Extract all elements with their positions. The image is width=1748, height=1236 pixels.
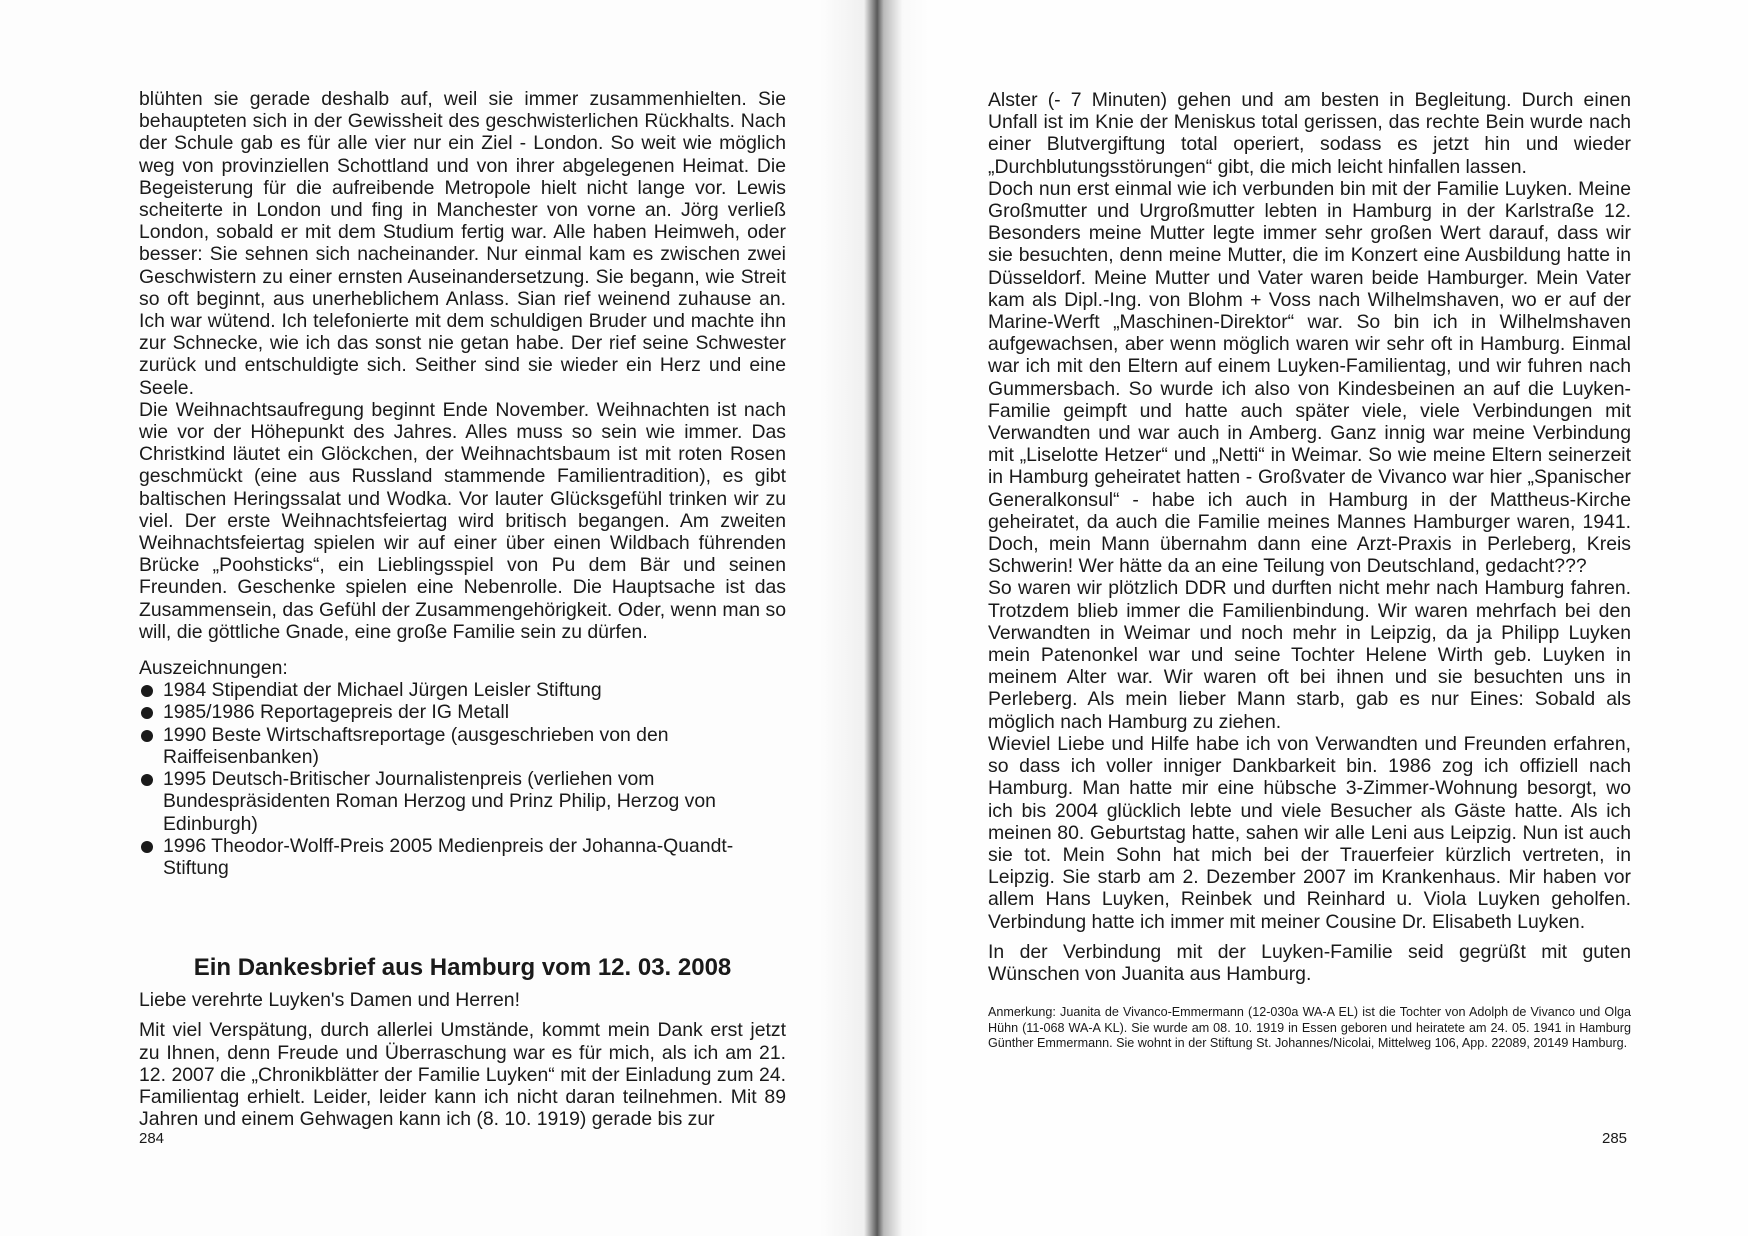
body-paragraph: blühten sie gerade deshalb auf, weil sie immer zusammenhielten. Sie behaupteten sich in der Gewissheit des geschwisterlichen Rückhalts. Nach der Schule gab es für alle vier nur ein Ziel - London. So weit wie möglich weg von provinziellen Schottland und von ihrer abgelegenen Heimat. Die Begeisterung für die aufreibende Metropole hielt nicht lange vor. Lewis scheiterte in London und fing in Manchester von vorne an. Jörg verließ London, sobald er mit dem Studium fertig war. Alle haben Heimweh, oder besser: Sie sehnen sich nacheinander. Nur einmal kam es zwischen zwei Geschwistern zu einer ernsten Auseinandersetzung. Sie begann, wie Streit so oft beginnt, aus unerheblichem Anlass. Sian rief weinend zuhause an. Ich war wütend. Ich telefonierte mit dem schuldigen Bruder und machte ihn zur Schnecke, wie ich das sonst nie getan habe. Der rief seine Schwester zurück und entschuldigte sich. Seither sind sie wieder ein Herz und eine Seele.: [139, 88, 786, 399]
body-paragraph: So waren wir plötzlich DDR und durften nicht mehr nach Hamburg fahren. Trotzdem blieb immer die Familienbindung. Wir waren mehrfach bei den Verwandten in Weimar und noch mehr in Leipzig, da ja Philipp Luyken mein Patenonkel war und seine Tochter Helene Wirth geb. Luyken in meinem Alter war. Wir waren oft bei ihnen und sie besuchten uns in Perleberg. Als mein lieber Mann starb, gab es nur Eines: Sobald als möglich nach Hamburg zu ziehen.: [988, 577, 1631, 733]
letter-paragraph: Mit viel Verspätung, durch allerlei Umstände, kommt mein Dank erst jetzt zu Ihnen, denn Freude und Überraschung war es für mich, als ich am 21. 12. 2007 die „Chronikblätter der Familie Luyken“ mit der Einladung zum 24. Familientag erhielt. Leider, leider kann ich nicht daran teilnehmen. Mit 89 Jahren und einem Gehwagen kann ich (8. 10. 1919) gerade bis zur: [139, 1019, 786, 1131]
letter-greeting: Liebe verehrte Luyken's Damen und Herren!: [139, 989, 520, 1012]
body-paragraph: Wieviel Liebe und Hilfe habe ich von Verwandten und Freunden erfahren, so dass ich voller inniger Dankbarkeit bin. 1986 zog ich offiziell nach Hamburg. Man hatte mir eine hübsche 3-Zimmer-Wohnung besorgt, wo ich bis 2004 glücklich lebte und viele Besucher als Gäste hatte. Als ich meinen 80. Geburtstag hatte, sahen wir alle Leni aus Leipzig. Nun ist auch sie tot. Mein Sohn hat mich bei der Trauerfeier kürzlich vertreten, in Leipzig. Sie starb am 2. Dezember 2007 im Krankenhaus. Mir haben vor allem Hans Luyken, Reinbek und Reinhard u. Viola Luyken geholfen. Verbindung hatte ich immer mit meiner Cousine Dr. Elisabeth Luyken.: [988, 732, 1631, 933]
right-text-column: [988, 89, 1631, 1051]
section-title: Ein Dankesbrief aus Hamburg vom 12. 03. 2008: [193, 954, 732, 982]
awards-list: [139, 679, 786, 879]
body-paragraph: Alster (- 7 Minuten) gehen und am besten in Begleitung. Durch einen Unfall ist im Knie der Meniskus total gerissen, das rechte Bein wurde nach einer Blutvergiftung total operiert, sodass es jetzt hin und wieder „Durchblutungsstörungen“ gibt, die mich leicht hinfallen lassen.: [988, 89, 1631, 178]
letter-closing: In der Verbindung mit der Luyken-Familie seid gegrüßt mit guten Wünschen von Juanita aus Hamburg.: [988, 940, 1631, 985]
book-gutter: [820, 0, 930, 1236]
award-item: 1984 Stipendiat der Michael Jürgen Leisler Stiftung: [139, 679, 786, 701]
page-number: 285: [1602, 1130, 1628, 1147]
award-item: 1990 Beste Wirtschaftsreportage (ausgeschrieben von den Raiffeisenbanken): [139, 724, 786, 768]
award-item: 1995 Deutsch-Britischer Journalistenpreis (verliehen vom Bundespräsidenten Roman Herzog und Prinz Philip, Herzog von Edinburgh): [139, 768, 786, 835]
footnote: Anmerkung: Juanita de Vivanco-Emmermann (12-030a WA-A EL) ist die Tochter von Adolph de Vivanco und Olga Hühn (11-068 WA-A KL). Sie wurde am 08. 10. 1919 in Essen geboren und heiratete am 24. 05. 1941 in Hamburg Günther Emmermann. Sie wohnt in der Stiftung St. Johannes/Nicolai, Mittelweg 106, App. 22089, 20149 Hamburg.: [988, 1005, 1631, 1050]
award-item: 1985/1986 Reportagepreis der IG Metall: [139, 701, 786, 723]
body-paragraph: Doch nun erst einmal wie ich verbunden bin mit der Familie Luyken. Meine Großmutter und Urgroßmutter lebten in Hamburg in der Karlstraße 12. Besonders meine Mutter legte immer sehr großen Wert darauf, dass wir sie besuchten, denn meine Mutter, die im Konzert eine Ausbildung hatte in Düsseldorf. Meine Mutter und Vater waren beide Hamburger. Mein Vater kam als Dipl.-Ing. von Blohm + Voss nach Wilhelmshaven, wo er auf der Marine-Werft „Maschinen-Direktor“ war. So bin ich in Wilhelmshaven aufgewachsen, aber wenn möglich waren wir sehr oft in Hamburg. Einmal war ich mit den Eltern auf einem Luyken-Familientag, und wir fuhren nach Gummersbach. So wurde ich also von Kindesbeinen an auf die Luyken-Familie geimpft und hatte auch später viele, viele Verbindungen mit Verwandten und war auch in Amberg. Ganz innig war meine Verbindung mit „Liselotte Hetzer“ und „Netti“ in Weimar. So wie meine Eltern seinerzeit in Hamburg geheiratet hatten - Großvater de Vivanco war hier „Spanischer Generalkonsul“ - habe ich auch in Hamburg in der Mattheus-Kirche geheiratet, da auch die Familie meines Mannes Hamburger waren, 1941. Doch, mein Mann übernahm dann eine Arzt-Praxis in Perleberg, Kreis Schwerin! Wer hätte da an eine Teilung von Deutschland, gedacht???: [988, 177, 1631, 578]
body-paragraph: Die Weihnachtsaufregung beginnt Ende November. Weihnachten ist nach wie vor der Höhepunkt des Jahres. Alles muss so sein wie immer. Das Christkind läutet ein Glöckchen, der Weihnachtsbaum ist mit roten Rosen geschmückt (eine aus Russland stammende Familientradition), es gibt baltischen Heringssalat und Wodka. Vor lauter Glücksgefühl trinken wir zu viel. Der erste Weihnachtsfeiertag wird britisch begangen. Am zweiten Weihnachtsfeiertag spielen wir auf einer über einen Wildbach führenden Brücke „Poohsticks“, ein Lieblingsspiel von Pu dem Bär und seinen Freunden. Geschenke spielen eine Nebenrolle. Die Hauptsache ist das Zusammensein, das Gefühl der Zusammengehörigkeit. Oder, wenn man so will, die göttliche Gnade, eine große Familie sein zu dürfen.: [139, 398, 786, 643]
page-number: 284: [139, 1130, 165, 1147]
left-text-column: [139, 88, 786, 1130]
awards-heading: Auszeichnungen:: [139, 657, 288, 680]
award-item: 1996 Theodor-Wolff-Preis 2005 Medienpreis der Johanna-Quandt-Stiftung: [139, 835, 786, 879]
